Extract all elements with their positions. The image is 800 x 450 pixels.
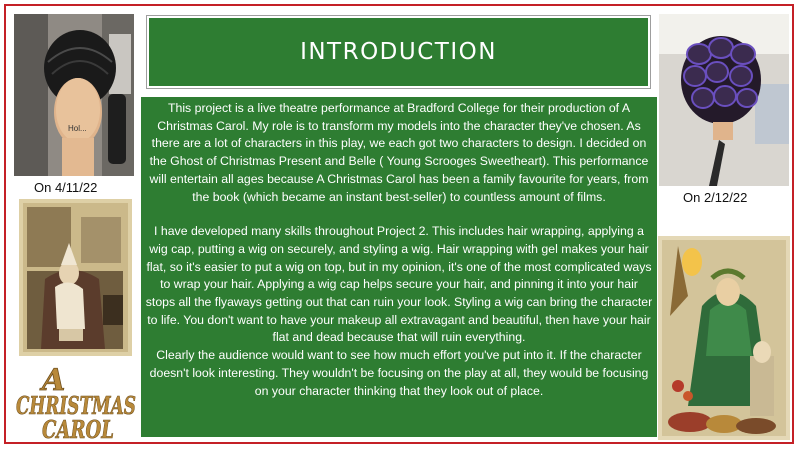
svg-text:CAROL: CAROL xyxy=(42,415,114,444)
paragraph-audience-effort: Clearly the audience would want to see how much effort you've put into it. If the character doesn't look interesting. They wouldn't be focusing on the play at all, they would be focusing on your character thinking that they look out of place. xyxy=(149,348,649,398)
mannequin-hair-wrap-photo xyxy=(14,14,134,176)
hair-rollers-photo xyxy=(659,14,789,186)
scrooge-illustration xyxy=(19,199,132,356)
introduction-body xyxy=(140,96,658,438)
ghost-of-christmas-present-illustration xyxy=(658,236,790,440)
christmas-carol-logo xyxy=(12,362,140,442)
right-photo-caption: On 2/12/22 xyxy=(683,190,748,205)
paragraph-project-overview: This project is a live theatre performance at Bradford College for their production of A Christmas Carol. My role is to transform my models into the character they've chosen. As there are a lot of characters in this play, we each got two characters to design. I decided on the Ghost of Christmas Present and Belle ( Young Scrooges Sweetheart). This performance will entertain all ages because A Christmas Carol has been a family favourite for years, from the book (which became an instant best-seller) to countless amount of films. xyxy=(149,101,649,204)
slide-title: INTRODUCTION xyxy=(147,16,650,88)
paragraph-skills-developed: I have developed many skills throughout Project 2. This includes hair wrapping, applying a wig cap, putting a wig on securely, and styling a wig. Hair wrapping with gel makes your hair flat, so it's easier to put a wig on top, but in my opinion, it's one of the most complicated ways to wrap your hair. Applying a wig cap helps secure your hair, and pinning it into your hair stops all the flyaways getting out that can ruin your look. Styling a wig can bring the character to life. You don't want to have your makeup all extravagant and beautiful, then have your hair flat and dead because that will ruin everything. xyxy=(145,224,653,345)
svg-text:A: A xyxy=(42,363,66,398)
left-photo-caption: On 4/11/22 xyxy=(34,180,98,195)
svg-text:CHRISTMAS: CHRISTMAS xyxy=(16,391,136,420)
mannequin-label: Hol... xyxy=(68,124,87,133)
